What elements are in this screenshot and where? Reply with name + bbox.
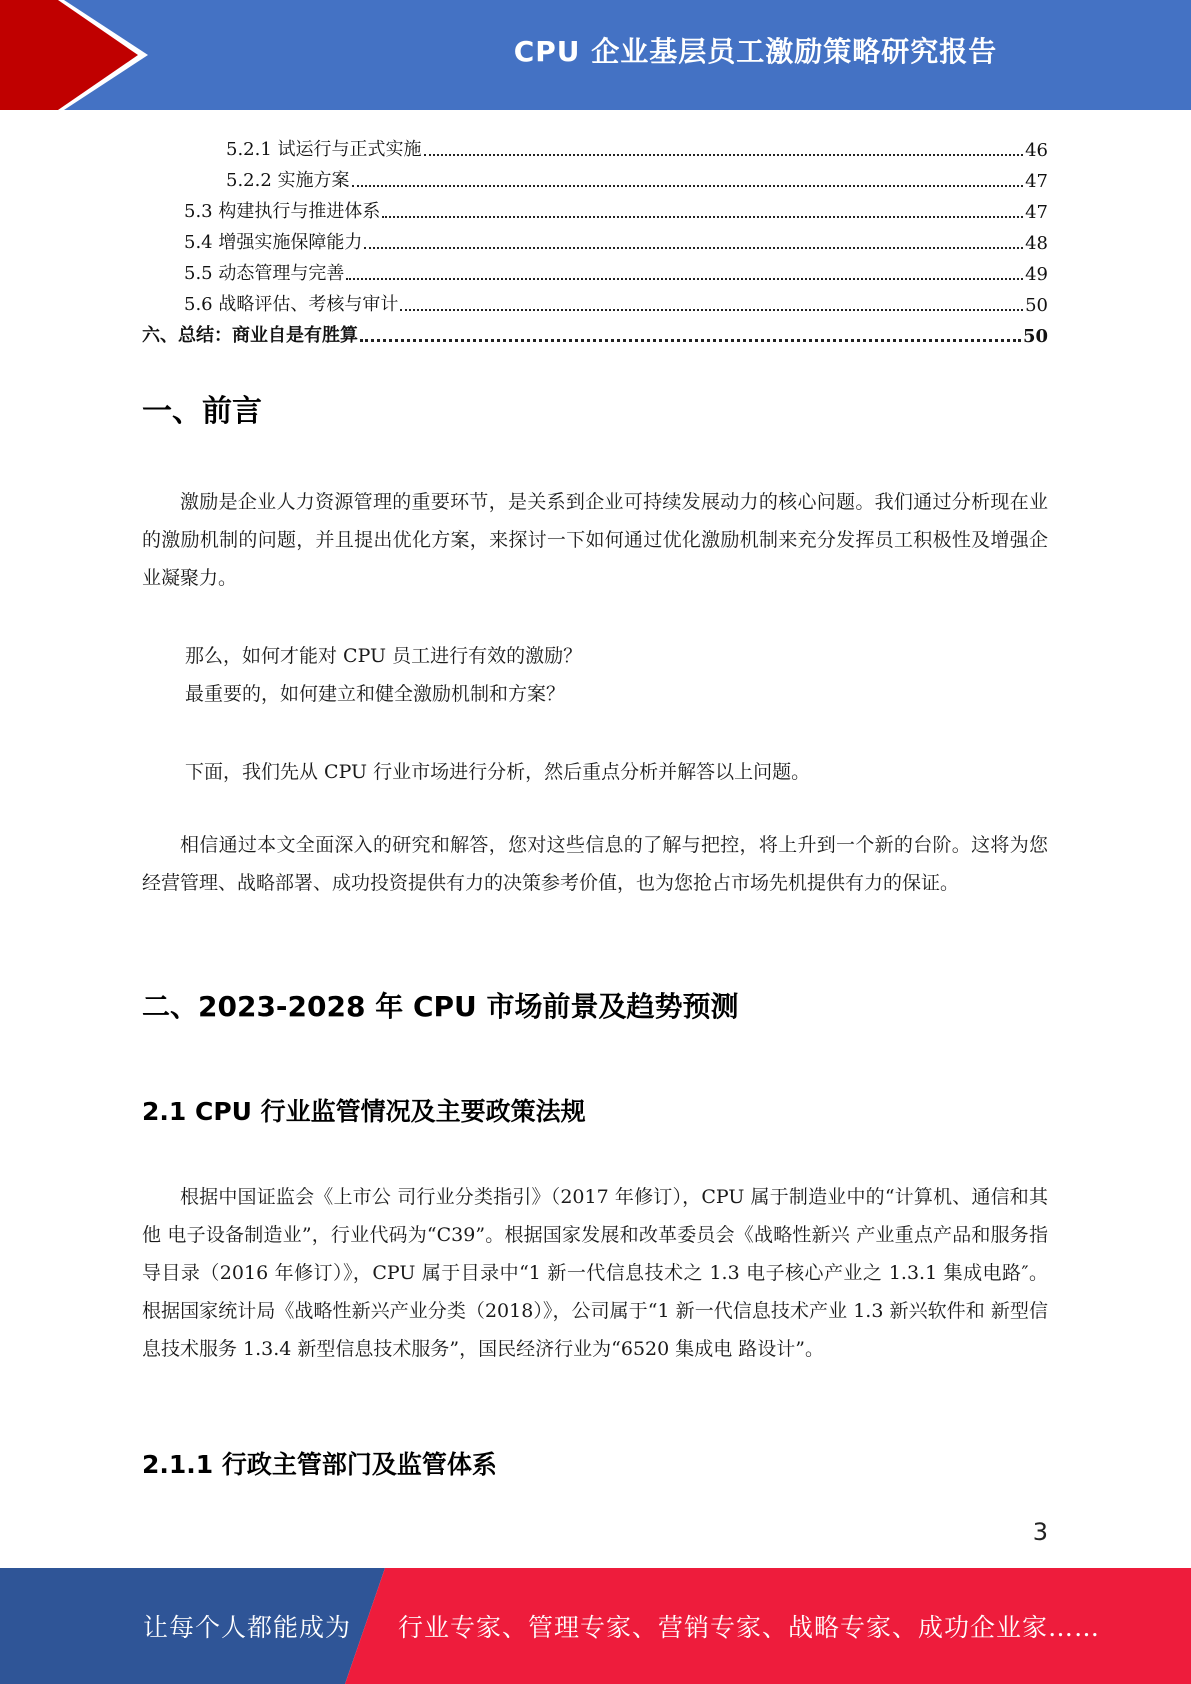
toc-leader-dots (424, 154, 1024, 156)
footer-slogan-right: 行业专家、管理专家、营销专家、战略专家、成功企业家…… (398, 1613, 1101, 1642)
toc-entry-page: 47 (1025, 171, 1048, 192)
toc-entry[interactable] (142, 285, 1048, 316)
regulation-paragraph: 根据中国证监会《上市公 司行业分类指引》（2017 年修订），CPU 属于制造业中的“计算机、通信和其他 电子设备制造业”，行业代码为“C39”。根据国家发展和改革委员会《战略性新兴 产业重点产品和服务指导目录（2016 年修订）》，CPU 属于目录中“1 新一代信息技术之 1.3 电子核心产业之 1.3.1 集成电路″。根据国家统计局《战略性新兴产业分类（2018）》，公司属于“1 新一代信息技术产业 1.3 新兴软件和 新型信息技术服务 1.3.4 新型信息技术服务”，国民经济行业为“6520 集成电 路设计”。 (142, 1186, 1048, 1360)
toc-entry-label: 5.2.2 实施方案 (226, 170, 350, 191)
report-title: CPU 企业基层员工激励策略研究报告 (513, 35, 998, 68)
header-red-chevron (0, 0, 160, 110)
preface-paragraph-2: 下面，我们先从 CPU 行业市场进行分析，然后重点分析并解答以上问题。 (185, 761, 811, 783)
preface-paragraph-1: 激励是企业人力资源管理的重要环节，是关系到企业可持续发展动力的核心问题。我们通过分析现在业的激励机制的问题，并且提出优化方案，来探讨一下如何通过优化激励机制来充分发挥员工积极性及增强企业凝聚力。 (142, 491, 1048, 589)
toc-entry[interactable] (142, 316, 1048, 347)
toc-entry[interactable] (142, 161, 1048, 192)
toc-leader-dots (364, 247, 1023, 249)
toc-entry[interactable] (142, 223, 1048, 254)
heading-market-outlook: 二、2023-2028 年 CPU 市场前景及趋势预测 (142, 990, 739, 1023)
toc-leader-dots (360, 339, 1021, 342)
toc-leader-dots (400, 309, 1023, 311)
toc-leader-dots (346, 278, 1023, 280)
page-footer (0, 1568, 1191, 1684)
toc-entry-label: 5.6 战略评估、考核与审计 (184, 294, 399, 315)
page-number: 3 (1032, 1518, 1048, 1546)
toc-entry-page: 50 (1025, 295, 1048, 316)
toc-entry-page: 47 (1025, 202, 1048, 223)
heading-preface: 一、前言 (142, 394, 262, 429)
toc-entry-label: 5.3 构建执行与推进体系 (184, 201, 381, 222)
preface-question-1: 那么，如何才能对 CPU 员工进行有效的激励？ (185, 645, 583, 667)
toc-leader-dots (352, 185, 1024, 187)
toc-entry-page: 48 (1025, 233, 1048, 254)
heading-regulation: 2.1 CPU 行业监管情况及主要政策法规 (142, 1097, 586, 1126)
table-of-contents (142, 130, 1048, 347)
heading-admin-department: 2.1.1 行政主管部门及监管体系 (142, 1450, 497, 1479)
toc-entry-page: 46 (1025, 140, 1048, 161)
page-header (0, 0, 1191, 110)
toc-entry[interactable] (142, 130, 1048, 161)
toc-entry[interactable] (142, 254, 1048, 285)
toc-entry-label: 六、总结：商业自是有胜算 (142, 325, 358, 346)
toc-entry-label: 5.2.1 试运行与正式实施 (226, 139, 422, 160)
toc-entry-label: 5.4 增强实施保障能力 (184, 232, 363, 253)
toc-entry-page: 49 (1025, 264, 1048, 285)
toc-entry-label: 5.5 动态管理与完善 (184, 263, 345, 284)
preface-paragraph-3: 相信通过本文全面深入的研究和解答，您对这些信息的了解与把控，将上升到一个新的台阶。这将为您经营管理、战略部署、成功投资提供有力的决策参考价值，也为您抢占市场先机提供有力的保证。 (142, 834, 1048, 894)
preface-question-2: 最重要的，如何建立和健全激励机制和方案？ (185, 683, 566, 705)
footer-slogan-left: 让每个人都能成为 (143, 1613, 352, 1642)
toc-entry-page: 50 (1022, 326, 1048, 347)
toc-entry[interactable] (142, 192, 1048, 223)
toc-leader-dots (382, 216, 1023, 218)
